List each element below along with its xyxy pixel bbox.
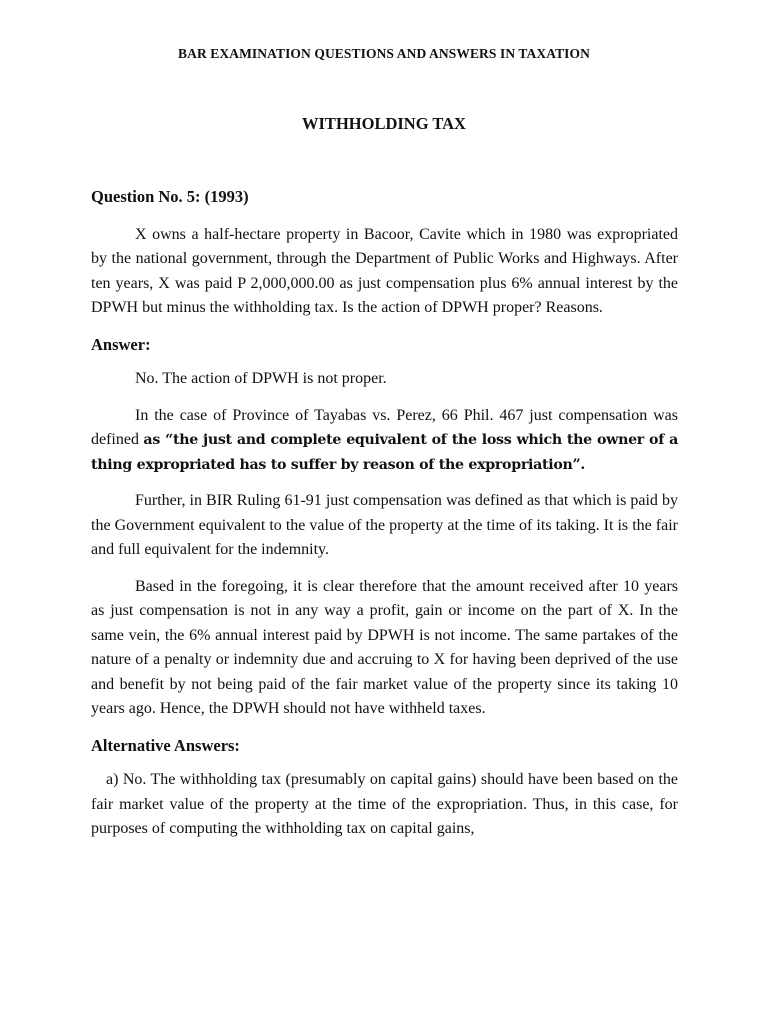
alternative-answer-a: a) No. The withholding tax (presumably on capital gains) should have been based on the fair market value of the property at the time of the expropriation. Thus, in this case, for purposes of computing the withholding tax on capital gains, [91,771,678,837]
document-header: BAR EXAMINATION QUESTIONS AND ANSWERS IN TAXATION [178,46,590,61]
answer-2-tail: . [580,456,586,473]
question-text: X owns a half-hectare property in Bacoor, Cavite which in 1980 was expropriated by the national government, through the Department of Public Works and Highways. After ten years, X was paid P 2,000,000.00 as just compensation plus 6% annual interest by the DPWH but minus the withholding tax. Is the action of DPWH proper? Reasons. [91,225,678,316]
answer-paragraph-4: Based in the foregoing, it is clear therefore that the amount received after 10 years as just compensation is not in any way a profit, gain or income on the part of X. In the same vein, the 6% annual interest paid by DPWH is not income. The same partakes of the nature of a penalty or indemnity due and accruing to X for having been deprived of the use and benefit by not being paid of the fair market value of the property since its taking 10 years ago. Hence, the DPWH should not have withheld taxes. [91,577,678,717]
answer-2-lead: In the case of Province of Tayabas vs. Perez, 66 Phil. 467 just compensation was defined [91,406,678,448]
answer-paragraph-3: Further, in BIR Ruling 61-91 just compensation was defined as that which is paid by the Government equivalent to the value of the property at the time of its taking. It is the fair and full equivalent for the indemnity. [91,492,678,558]
question-heading: Question No. 5: (1993) [91,187,249,206]
answer-heading: Answer: [91,334,151,354]
answer-2-emphasis: as “the just and complete equivalent of the loss which the owner of a thing expropriated has to suffer by reason of the expropriation” [91,432,678,473]
section-title: WITHHOLDING TAX [302,114,466,133]
document-body [91,185,678,854]
answer-paragraph-2 [91,404,678,478]
alternative-answers-heading: Alternative Answers: [91,735,240,755]
answer-paragraph-1: No. The action of DPWH is not proper. [135,370,387,387]
